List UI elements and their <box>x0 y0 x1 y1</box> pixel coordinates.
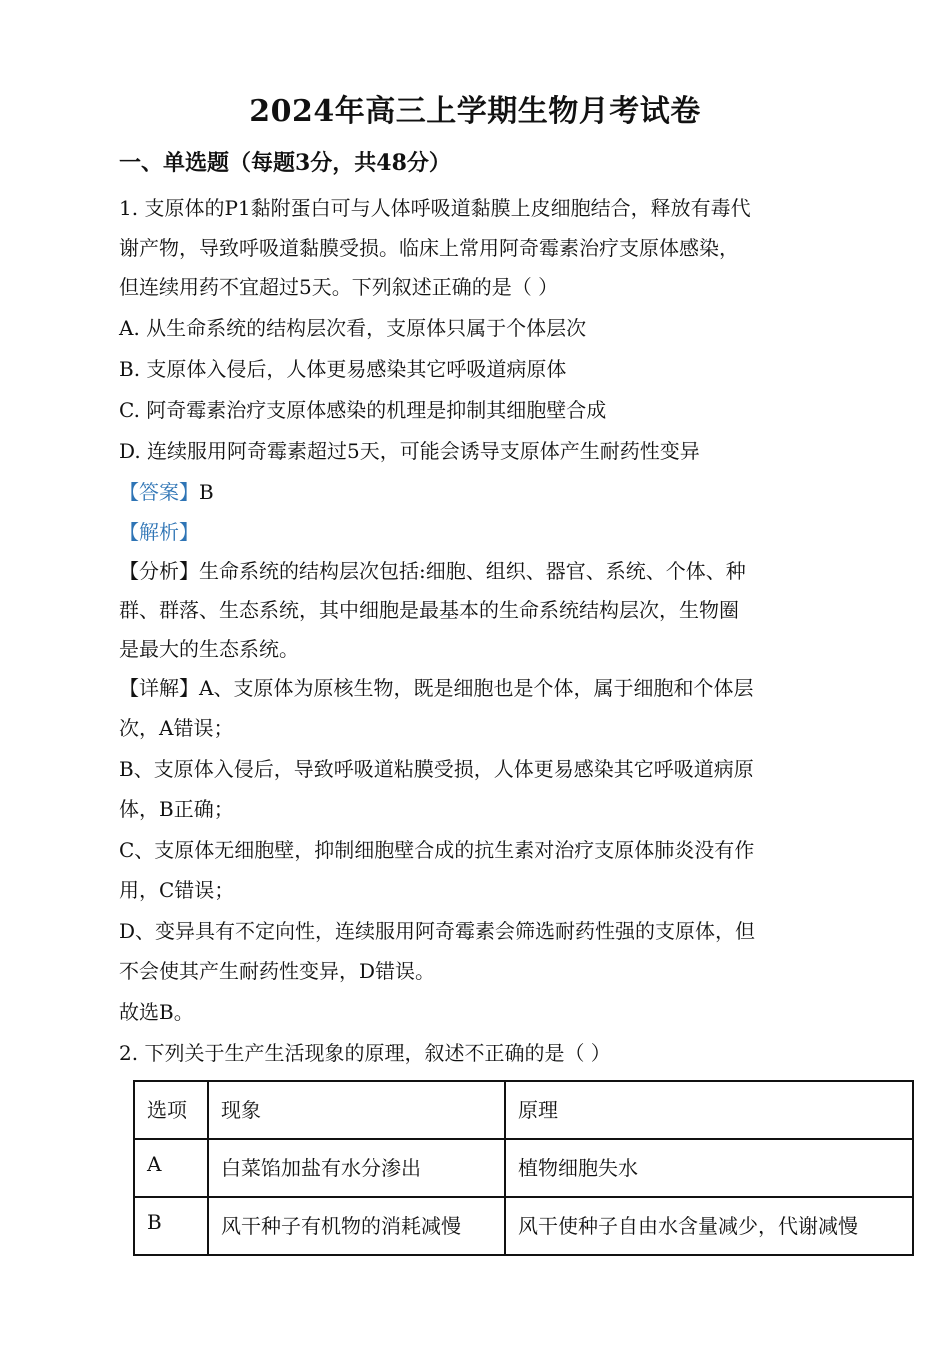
page-title: 2024年高三上学期生物月考试卷 <box>249 94 701 129</box>
table-header-row <box>134 1081 913 1139</box>
q1-answer <box>119 478 214 506</box>
table-cell: 植物细胞失水 <box>505 1139 913 1197</box>
table-header-cell: 选项 <box>134 1081 208 1139</box>
section-heading: 一、单选题（每题3分，共48分） <box>119 150 451 176</box>
q1-stem-line: 但连续用药不宜超过5天。下列叙述正确的是（ ） <box>119 275 559 299</box>
table-cell: 风干种子有机物的消耗减慢 <box>208 1197 505 1255</box>
table-row <box>134 1139 913 1197</box>
q1-option-d: D. 连续服用阿奇霉素超过5天，可能会诱导支原体产生耐药性变异 <box>119 439 700 463</box>
detail-line: 用，C错误； <box>119 878 235 902</box>
analysis-line: 是最大的生态系统。 <box>119 637 299 661</box>
table-header-cell: 原理 <box>505 1081 913 1139</box>
table-cell: 风干使种子自由水含量减少，代谢减慢 <box>505 1197 913 1255</box>
q2-table <box>133 1080 914 1256</box>
q1-option-a: A. 从生命系统的结构层次看，支原体只属于个体层次 <box>119 316 587 340</box>
q2-stem: 2. 下列关于生产生活现象的原理，叙述不正确的是（ ） <box>119 1041 611 1065</box>
answer-value: B <box>199 480 214 504</box>
detail-line: 次，A错误； <box>119 716 234 740</box>
table-header-cell: 现象 <box>208 1081 505 1139</box>
analysis-tag: 【解析】 <box>119 520 199 544</box>
table-cell: A <box>134 1139 208 1197</box>
analysis-line: 【分析】生命系统的结构层次包括:细胞、组织、器官、系统、个体、种 <box>119 559 746 583</box>
table-cell: 白菜馅加盐有水分渗出 <box>208 1139 505 1197</box>
table-cell: B <box>134 1197 208 1255</box>
detail-line: D、变异具有不定向性，连续服用阿奇霉素会筛选耐药性强的支原体，但 <box>119 919 756 943</box>
answer-tag: 【答案】 <box>119 480 199 504</box>
detail-line: 【详解】A、支原体为原核生物，既是细胞也是个体，属于细胞和个体层 <box>119 676 754 700</box>
detail-line: 体，B正确； <box>119 797 234 821</box>
detail-line: 不会使其产生耐药性变异，D错误。 <box>119 959 436 983</box>
q1-stem-line: 1. 支原体的P1黏附蛋白可与人体呼吸道黏膜上皮细胞结合，释放有毒代 <box>119 196 751 220</box>
table-row <box>134 1197 913 1255</box>
q1-option-b: B. 支原体入侵后，人体更易感染其它呼吸道病原体 <box>119 357 567 381</box>
detail-line: C、支原体无细胞壁，抑制细胞壁合成的抗生素对治疗支原体肺炎没有作 <box>119 838 755 862</box>
analysis-line: 群、群落、生态系统，其中细胞是最基本的生命系统结构层次，生物圈 <box>119 598 739 622</box>
q1-stem-line: 谢产物，导致呼吸道黏膜受损。临床上常用阿奇霉素治疗支原体感染， <box>119 236 739 260</box>
conclusion-line: 故选B。 <box>119 1000 194 1024</box>
q1-option-c: C. 阿奇霉素治疗支原体感染的机理是抑制其细胞壁合成 <box>119 398 607 422</box>
detail-line: B、支原体入侵后，导致呼吸道粘膜受损，人体更易感染其它呼吸道病原 <box>119 757 754 781</box>
